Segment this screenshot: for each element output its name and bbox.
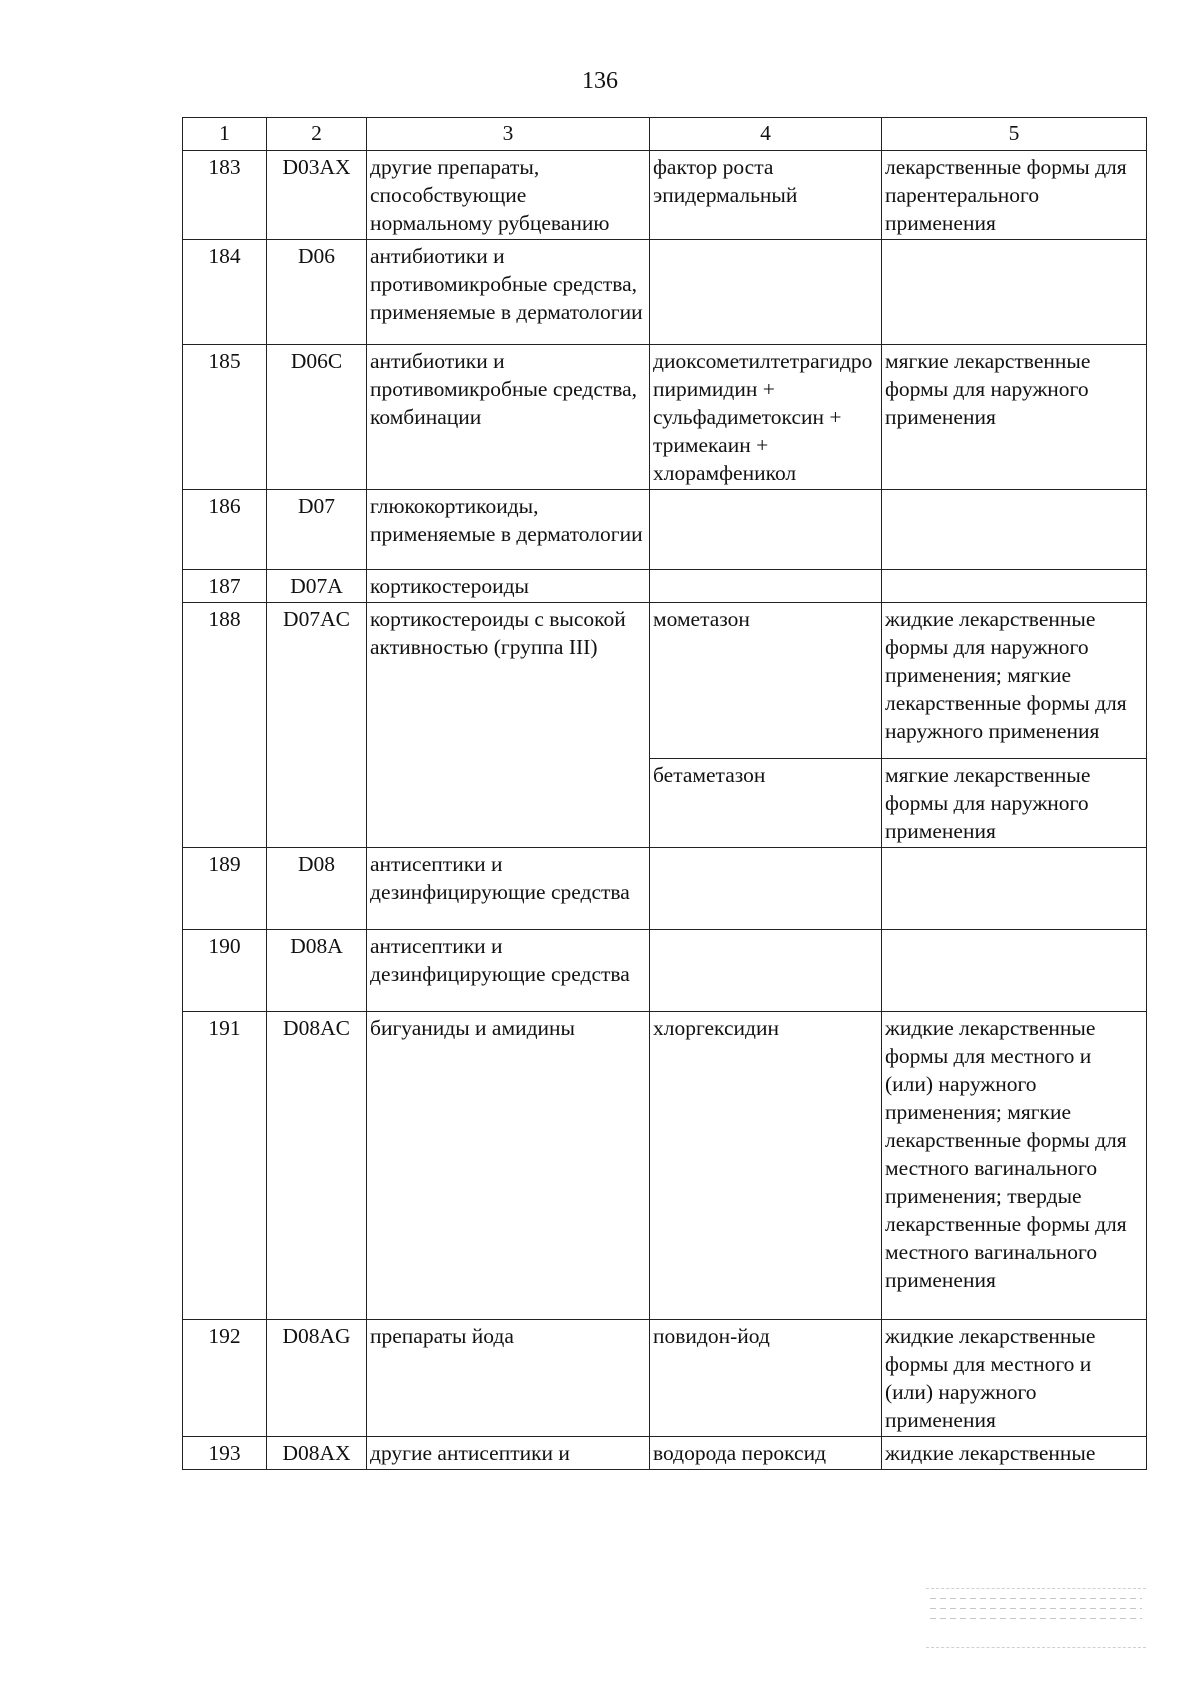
drug-name-cell (650, 930, 882, 1012)
dosage-form-cell: жидкие лекарственные (882, 1437, 1147, 1470)
dosage-form-cell (882, 240, 1147, 345)
row-number-cell: 189 (183, 848, 267, 930)
row-number-cell: 186 (183, 490, 267, 570)
group-name-cell: кортикостероиды (367, 570, 650, 603)
dosage-form-cell (882, 930, 1147, 1012)
atc-code-cell: D03AX (267, 151, 367, 240)
drug-name-cell: фактор роста эпидермальный (650, 151, 882, 240)
dosage-form-cell (882, 848, 1147, 930)
page-number: 136 (582, 68, 618, 94)
dosage-form-cell (882, 570, 1147, 603)
row-number-cell: 191 (183, 1012, 267, 1320)
drug-name-cell (650, 570, 882, 603)
dosage-form-cell: жидкие лекарственные формы для местного и (или) наружного применения; мягкие лекарственные формы для местного вагинального применения; твердые лекарственные формы для местного вагинального применения (882, 1012, 1147, 1320)
atc-code-cell: D07AC (267, 603, 367, 848)
group-name-cell: другие антисептики и (367, 1437, 650, 1470)
table-header-row (183, 118, 1147, 151)
atc-code-cell: D08A (267, 930, 367, 1012)
row-number-cell: 184 (183, 240, 267, 345)
table-row (183, 570, 1147, 603)
column-header: 1 (183, 118, 267, 151)
column-header: 2 (267, 118, 367, 151)
atc-code-cell: D08AX (267, 1437, 367, 1470)
drug-name-cell (650, 240, 882, 345)
atc-code-cell: D07A (267, 570, 367, 603)
row-number-cell: 188 (183, 603, 267, 848)
dosage-form-cell: мягкие лекарственные формы для наружного применения (882, 345, 1147, 490)
row-number-cell: 185 (183, 345, 267, 490)
table-row (183, 240, 1147, 345)
group-name-cell: антисептики и дезинфицирующие средства (367, 930, 650, 1012)
group-name-cell: препараты йода (367, 1320, 650, 1437)
atc-code-cell: D08 (267, 848, 367, 930)
drug-name-cell (650, 490, 882, 570)
table-row (183, 1012, 1147, 1320)
table-row (183, 930, 1147, 1012)
row-number-cell: 190 (183, 930, 267, 1012)
medicines-table (182, 117, 1147, 1470)
drug-name-cell: мометазон (650, 603, 882, 759)
drug-name-cell: водорода пероксид (650, 1437, 882, 1470)
group-name-cell: кортикостероиды с высокой активностью (группа III) (367, 603, 650, 848)
stamp-mark (926, 1588, 1146, 1648)
atc-code-cell: D06C (267, 345, 367, 490)
atc-code-cell: D07 (267, 490, 367, 570)
atc-code-cell: D06 (267, 240, 367, 345)
table-row (183, 848, 1147, 930)
table-row (183, 345, 1147, 490)
column-header: 4 (650, 118, 882, 151)
table-row (183, 490, 1147, 570)
atc-code-cell: D08AC (267, 1012, 367, 1320)
dosage-form-cell: жидкие лекарственные формы для наружного применения; мягкие лекарственные формы для наружного применения (882, 603, 1147, 759)
group-name-cell: глюкокортикоиды, применяемые в дерматологии (367, 490, 650, 570)
atc-code-cell: D08AG (267, 1320, 367, 1437)
drug-name-cell: диоксометилтетрагидропиримидин + сульфадиметоксин + тримекаин + хлорамфеникол (650, 345, 882, 490)
group-name-cell: антисептики и дезинфицирующие средства (367, 848, 650, 930)
dosage-form-cell: жидкие лекарственные формы для местного и (или) наружного применения (882, 1320, 1147, 1437)
drug-name-cell: бетаметазон (650, 759, 882, 848)
table-row (183, 1437, 1147, 1470)
dosage-form-cell (882, 490, 1147, 570)
row-number-cell: 192 (183, 1320, 267, 1437)
row-number-cell: 187 (183, 570, 267, 603)
group-name-cell: антибиотики и противомикробные средства, комбинации (367, 345, 650, 490)
drug-name-cell (650, 848, 882, 930)
group-name-cell: антибиотики и противомикробные средства, применяемые в дерматологии (367, 240, 650, 345)
table-row (183, 151, 1147, 240)
table-row (183, 603, 1147, 759)
column-header: 3 (367, 118, 650, 151)
group-name-cell: другие препараты, способствующие нормальному рубцеванию (367, 151, 650, 240)
drug-name-cell: повидон-йод (650, 1320, 882, 1437)
drug-name-cell: хлоргексидин (650, 1012, 882, 1320)
dosage-form-cell: лекарственные формы для парентерального применения (882, 151, 1147, 240)
dosage-form-cell: мягкие лекарственные формы для наружного применения (882, 759, 1147, 848)
row-number-cell: 193 (183, 1437, 267, 1470)
table-row (183, 1320, 1147, 1437)
row-number-cell: 183 (183, 151, 267, 240)
column-header: 5 (882, 118, 1147, 151)
group-name-cell: бигуаниды и амидины (367, 1012, 650, 1320)
